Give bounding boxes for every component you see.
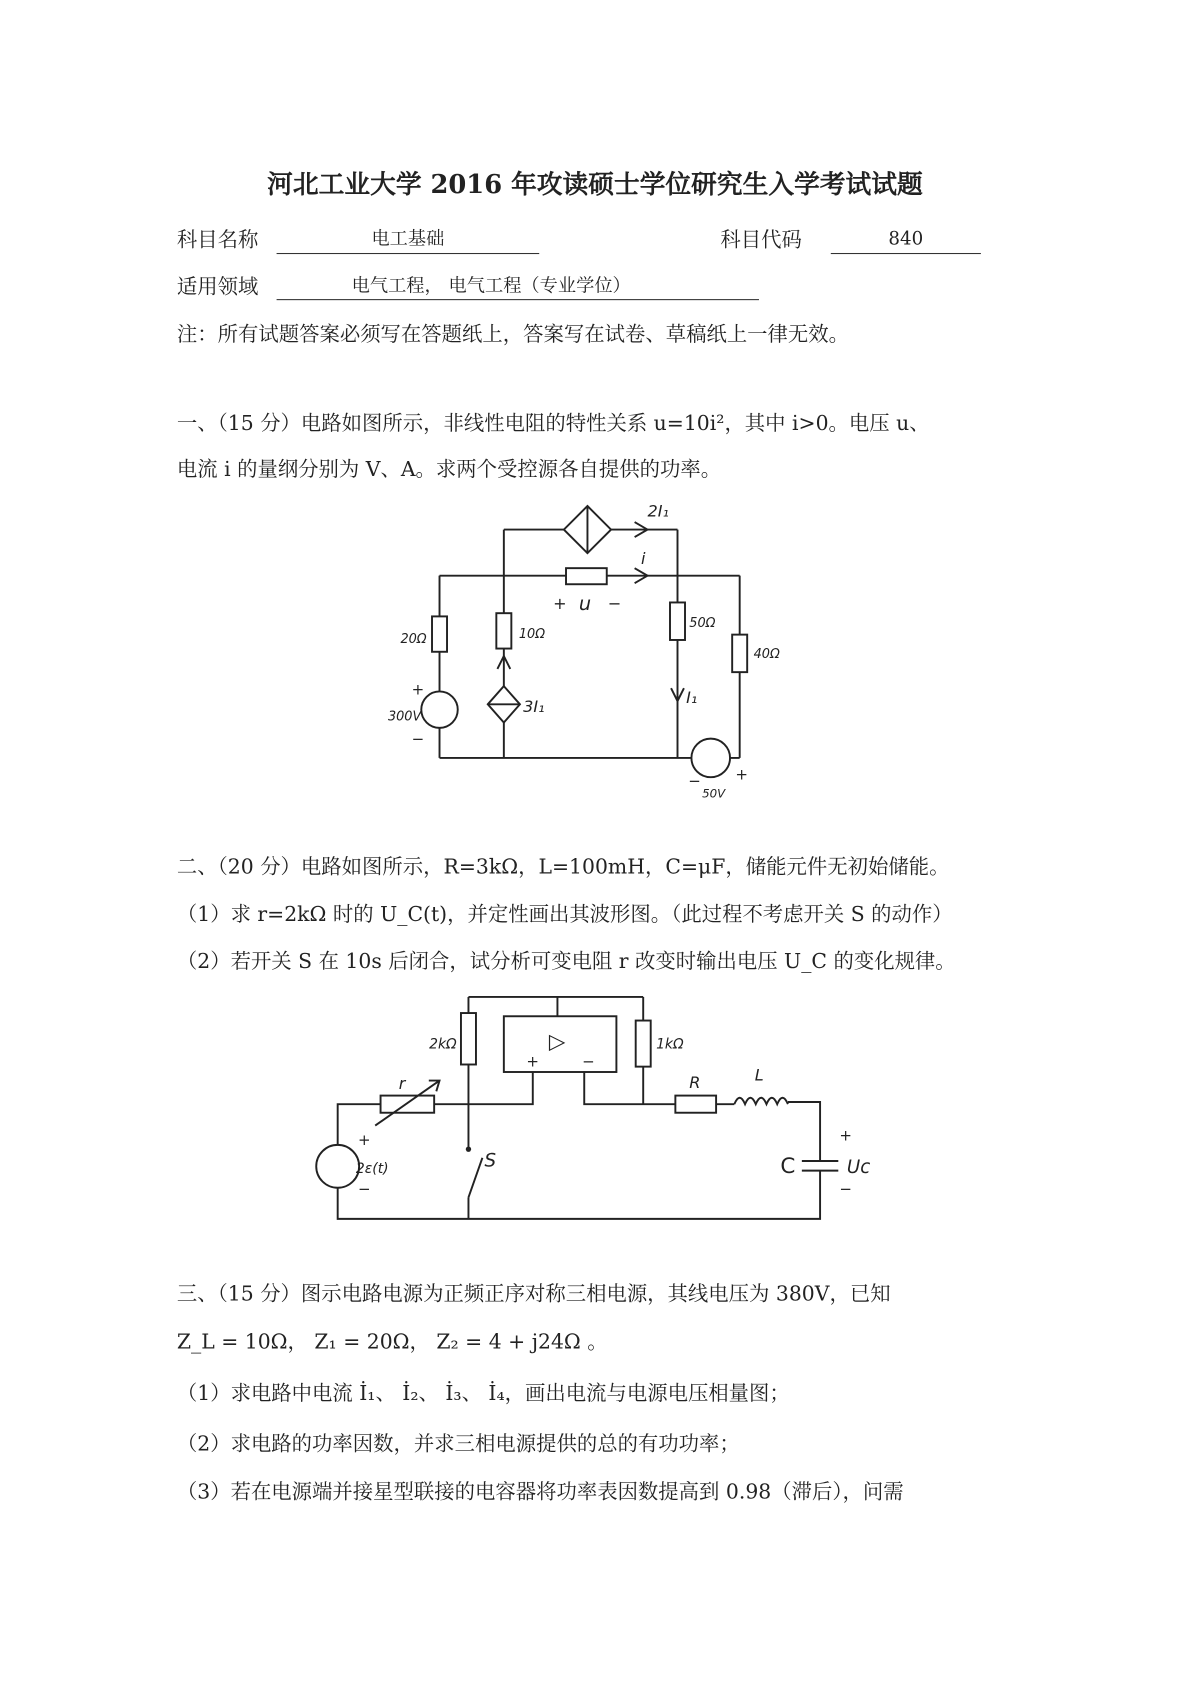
subject-name-value: 电工基础: [277, 227, 540, 254]
vs2-plus: +: [735, 765, 748, 784]
label-i: i: [641, 548, 646, 568]
circuit-2: [316, 997, 870, 1219]
note: 注：所有试题答案必须写在答题纸上，答案写在试卷、草稿纸上一律无效。: [176, 322, 850, 347]
resistor-10: [496, 613, 511, 648]
q2-line2: （1）求 r=2kΩ 时的 U_C(t)，并定性画出其波形图。（此过程不考虑开关 S 的动作）: [176, 902, 953, 927]
uc-plus: +: [839, 1126, 852, 1145]
page-title: 河北工业大学 2016 年攻读硕士学位研究生入学考试试题: [267, 168, 923, 200]
u-plus: +: [553, 593, 567, 613]
nonlinear-resistor: [566, 568, 607, 584]
resistor-40: [732, 635, 747, 673]
q1-line1: 一、（15 分）电路如图所示，非线性电阻的特性关系 u=10i²，其中 i>0。电压 u、: [176, 411, 930, 436]
vs1-minus: −: [411, 729, 425, 748]
q3-line5: （3）若在电源端并接星型联接的电容器将功率表因数提高到 0.98（滞后），问需: [176, 1480, 904, 1505]
q3-line1: 三、（15 分）图示电路电源为正频正序对称三相电源，其线电压为 380V，已知: [176, 1282, 891, 1306]
subject-code-label: 科目代码: [720, 228, 802, 252]
label-C: C: [780, 1153, 796, 1179]
label-r: r: [398, 1074, 406, 1094]
opamp-plus: +: [526, 1052, 539, 1071]
field-label: 适用领域: [176, 275, 259, 300]
label-s: S: [484, 1150, 497, 1172]
inductor-icon: [734, 1098, 788, 1104]
resistor-1k: [636, 1021, 651, 1067]
opamp-minus: −: [582, 1052, 595, 1071]
switch-blade-icon: [468, 1158, 482, 1198]
vs2-minus: −: [688, 771, 701, 790]
label-50ohm: 50Ω: [689, 616, 716, 632]
resistor-20: [432, 616, 447, 651]
label-uc: Uc: [846, 1156, 871, 1178]
resistor-50: [670, 602, 685, 640]
label-2kohm: 2kΩ: [429, 1036, 457, 1053]
label-50v: 50V: [702, 786, 726, 801]
subject-name-label: 科目名称: [176, 228, 259, 252]
label-20ohm: 20Ω: [400, 632, 427, 648]
voltage-source-300v-icon: [421, 691, 457, 727]
label-2i1: 2I₁: [647, 501, 669, 521]
label-10ohm: 10Ω: [518, 626, 546, 642]
src-plus: +: [358, 1130, 371, 1149]
label-R: R: [689, 1073, 701, 1093]
u-minus: −: [607, 593, 622, 613]
src-minus: −: [358, 1180, 371, 1199]
label-40ohm: 40Ω: [753, 647, 780, 663]
uc-minus: −: [839, 1180, 852, 1199]
q2-line3: （2）若开关 S 在 10s 后闭合，试分析可变电阻 r 改变时输出电压 U_C 的变化规律。: [176, 949, 956, 974]
resistor-2k: [461, 1013, 476, 1064]
source-2e-icon: [316, 1145, 359, 1188]
label-1kohm: 1kΩ: [656, 1036, 684, 1053]
subject-code-value: 840: [831, 227, 981, 254]
resistor-R: [675, 1096, 716, 1113]
q1-line2: 电流 i 的量纲分别为 V、A。求两个受控源各自提供的功率。: [176, 457, 722, 482]
opamp-icon: ▷: [548, 1029, 566, 1055]
label-i1: I₁: [686, 688, 698, 708]
q3-line4: （2）求电路的功率因数，并求三相电源提供的总的有功功率；: [176, 1432, 740, 1456]
label-source: 2ε(t): [355, 1160, 389, 1177]
q3-line2: Z_L = 10Ω， Z₁ = 20Ω， Z₂ = 4 + j24Ω 。: [176, 1330, 608, 1354]
label-L: L: [754, 1065, 764, 1085]
label-300v: 300V: [387, 709, 422, 725]
label-3i1: 3I₁: [523, 696, 545, 716]
capacitor-icon: [802, 1161, 838, 1171]
q3-line3: （1）求电路中电流 İ₁、 İ₂、 İ₃、 İ₄，画出电流与电源电压相量图；: [176, 1381, 790, 1406]
vs1-plus: +: [411, 680, 425, 699]
label-u: u: [578, 591, 592, 615]
circuit-1: [388, 502, 780, 801]
q2-line1: 二、（20 分）电路如图所示，R=3kΩ，L=100mH，C=μF，储能元件无初始储能。: [176, 855, 950, 880]
field-value: 电气工程， 电气工程（专业学位）: [277, 274, 759, 300]
